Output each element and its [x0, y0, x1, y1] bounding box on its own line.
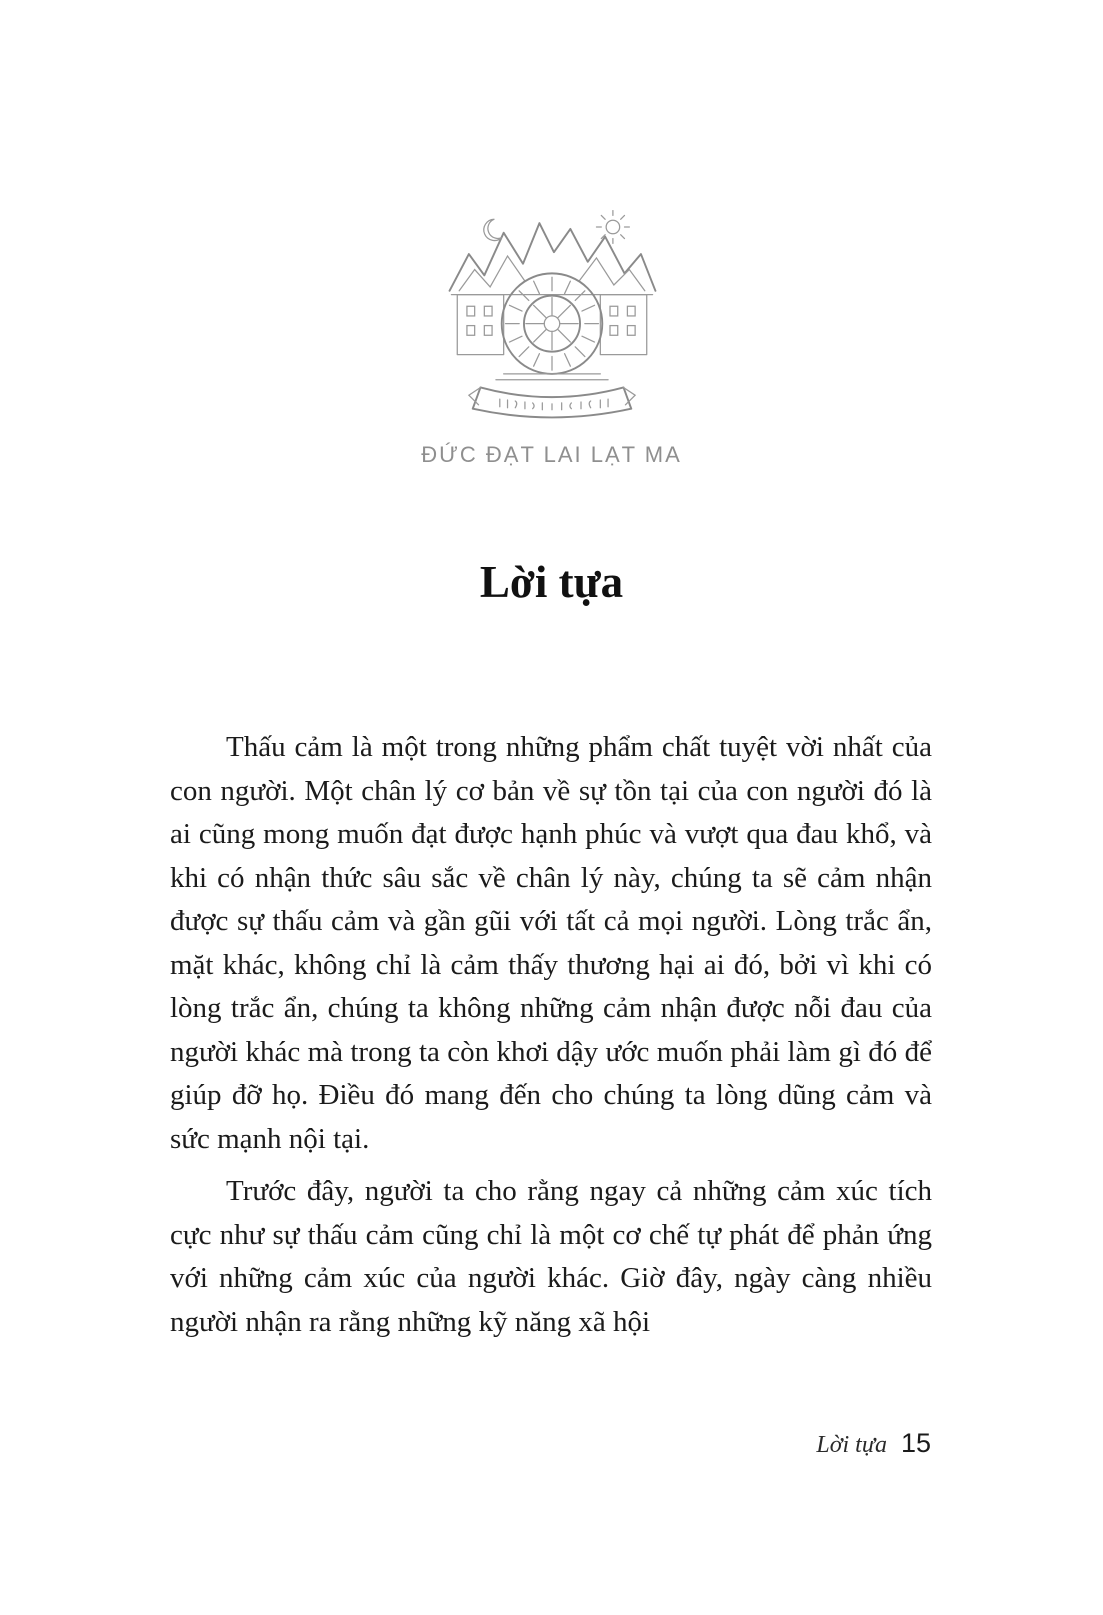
footer-section-label: Lời tựa: [816, 1432, 887, 1458]
page-footer: [816, 1428, 931, 1459]
body-text: [170, 726, 932, 1353]
emblem-container: [0, 198, 1103, 430]
page-title: Lời tựa: [479, 557, 624, 607]
footer-page-number: 15: [900, 1428, 931, 1458]
paragraph: Trước đây, người ta cho rằng ngay cả những cảm xúc tích cực như sự thấu cảm cũng chỉ là một cơ chế tự phát để phản ứng với những cảm xúc của người khác. Giờ đây, ngày càng nhiều người nhận ra rằng những kỹ năng xã hội: [170, 1175, 932, 1338]
dalai-lama-seal-icon: [436, 198, 668, 430]
author-caption: ĐỨC ĐẠT LAI LẠT MA: [421, 442, 682, 467]
paragraph: Thấu cảm là một trong những phẩm chất tuyệt vời nhất của con người. Một chân lý cơ bản về sự tồn tại của con người đó là ai cũng mong muốn đạt được hạnh phúc và vượt qua đau khổ, và khi có nhận thức sâu sắc về chân lý này, chúng ta sẽ cảm nhận được sự thấu cảm và gần gũi với tất cả mọi người. Lòng trắc ẩn, mặt khác, không chỉ là cảm thấy thương hại ai đó, bởi vì khi có lòng trắc ẩn, chúng ta không những cảm nhận được nỗi đau của người khác mà trong ta còn khơi dậy ước muốn phải làm gì đó để giúp đỡ họ. Điều đó mang đến cho chúng ta lòng dũng cảm và sức mạnh nội tại.: [170, 731, 932, 1155]
